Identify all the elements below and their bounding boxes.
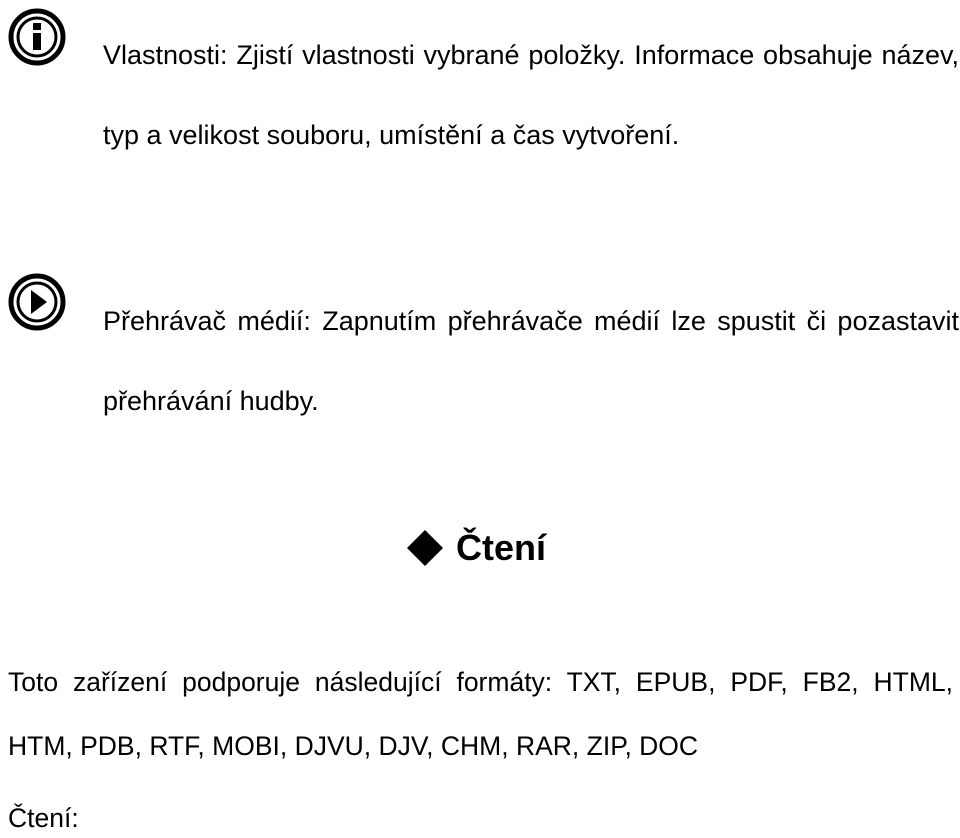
reading-label: Čtení: — [8, 803, 79, 833]
play-icon — [5, 270, 69, 334]
diamond-bullet-icon — [405, 528, 445, 568]
supported-formats-text: Toto zařízení podporuje následující formáty: TXT, EPUB, PDF, FB2, HTML, HTM, PDB, RTF, MOBI, DJVU, DJV, CHM, RAR, ZIP, DOC — [8, 667, 953, 761]
properties-description: Vlastnosti: Zjistí vlastnosti vybrané položky. Informace obsahuje název, typ a velikost souboru, umístění a čas vytvoření. — [103, 40, 959, 150]
section-heading — [405, 520, 546, 576]
section-title: Čtení — [456, 527, 546, 568]
info-icon — [5, 5, 69, 69]
media-player-description: Přehrávač médií: Zapnutím přehrávače médií lze spustit či pozastavit přehrávání hudby. — [103, 306, 959, 416]
